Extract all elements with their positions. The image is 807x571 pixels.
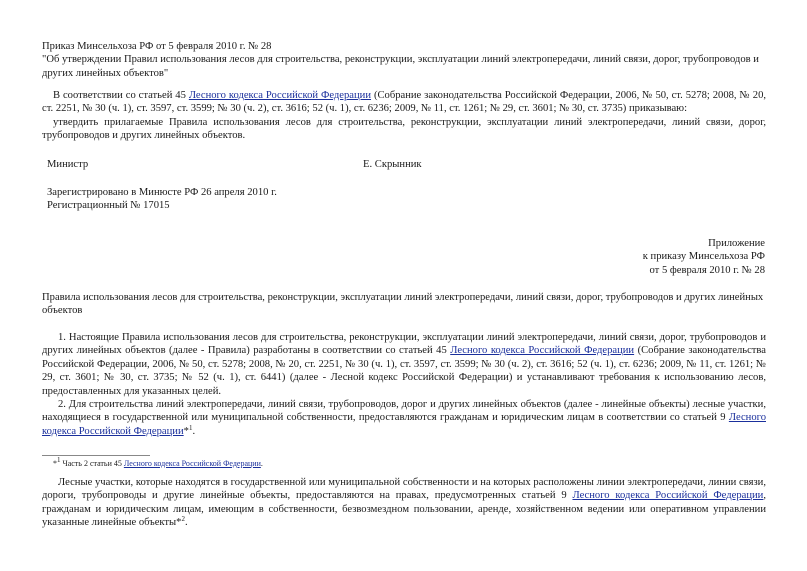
- para1-text-after: (Собрание законодательства Российской Федерации, 2006, № 50, ст. 5278; 2008, № 20, ст. 2251, № 30 (ч. 1), ст. 3597, ст. 3599; № 30 (ч. 2), ст. 3616; 52 (ч. 1), ст. 6236; 2009, № 11, ст. 1261; № 29, ст. 3601; № 30, ст. 3735; № 52 (ч. 1), ст. 6441) (далее - Лесной кодекс Российской Федерации) и устанавливают требования к использованию лесов, предоставленных для указанных целей.: [42, 345, 766, 397]
- footnote-tail: .: [260, 459, 263, 468]
- order-title: Приказ Минсельхоза РФ от 5 февраля 2010 г. № 28: [42, 41, 272, 52]
- preamble-paragraph: [42, 89, 766, 116]
- preamble-text-after: (Собрание законодательства Российской Федерации, 2006, № 50, ст. 5278; 2008, № 20, ст. 2251, № 30 (ч. 1), ст. 3597, ст. 3599; № 30 (ч. 2), ст. 3616; 52 (ч. 1), ст. 6236; 2009, № 11, ст. 1261; № 29, ст. 3601; № 30, ст. 3735) приказываю:: [42, 90, 767, 115]
- para2-text-before: 2. Для строительства линий электропередачи, линий связи, трубопроводов, дорог и других линейных объектов (далее - линейные объекты) лесные участки, находящиеся в государственной или муниципальной собственности, предоставляются гражданам и юридическим лицам в соответствии со статьей 9: [42, 399, 766, 424]
- forest-code-link[interactable]: Лесного кодекса Российской Федерации: [123, 459, 261, 468]
- rule-paragraph-2: [42, 398, 766, 438]
- footnote-text: Часть 2 статьи 45: [60, 459, 124, 468]
- approve-text: утвердить прилагаемые Правила использования лесов для строительства, реконструкции, эксплуатации линий электропередачи, линий связи, дорог, трубопроводов и других линейных объектов.: [42, 117, 766, 142]
- approve-paragraph: [42, 116, 766, 143]
- registration-date: Зарегистрировано в Минюсте РФ 26 апреля 2010 г.: [47, 187, 277, 198]
- registration-number: Регистрационный № 17015: [47, 200, 170, 212]
- order-subtitle: "Об утверждении Правил использования лесов для строительства, реконструкции, эксплуатации линий электропередачи, линий связи, дорог, трубопроводов и других линейных объектов": [42, 54, 759, 79]
- para3-text-after: , гражданам и юридическим лицам, имеющим в собственности, безвозмездном пользовании, аренде, хозяйственном ведении или оперативном управлении указанные линейные объекты: [42, 490, 767, 529]
- footnote-number: 1: [57, 456, 61, 464]
- appendix-order-ref: к приказу Минсельхоза РФ: [642, 251, 765, 263]
- registration-info: [47, 186, 771, 213]
- preamble-text-before: В соответствии со статьей 45: [53, 90, 189, 101]
- footnote-ref-1[interactable]: 1: [188, 423, 193, 432]
- rules-title: Правила использования лесов для строительства, реконструкции, эксплуатации линий электропередачи, линий связи, дорог, трубопроводов и других линейных объектов: [42, 292, 764, 317]
- para3-tail: .: [184, 517, 188, 529]
- footnote-marker: *: [53, 459, 57, 468]
- footnote-marker: *: [183, 425, 189, 437]
- forest-code-link[interactable]: Лесного кодекса Российской Федерации: [450, 345, 635, 357]
- signatory-title: Министр: [47, 159, 89, 170]
- forest-code-link[interactable]: Лесного кодекса Российской Федерации: [188, 90, 372, 101]
- forest-code-link[interactable]: Лесного кодекса Российской Федерации: [572, 490, 764, 502]
- footnote-ref-2[interactable]: 2: [181, 515, 185, 524]
- rule-paragraph-1: [42, 331, 766, 398]
- para3-text-before: Лесные участки, которые находятся в государственной или муниципальной собственности и на которых расположены линии электропередачи, линии связи, дороги, трубопроводы и другие линейные объекты, предоставляются на правах, предусмотренных статьей 9: [42, 477, 766, 502]
- signatory-name: Е. Скрынник: [363, 159, 422, 170]
- appendix-block: [465, 237, 765, 277]
- footnote-1: [53, 456, 263, 469]
- appendix-order-date: от 5 февраля 2010 г. № 28: [649, 264, 765, 276]
- para1-text-before: 1. Настоящие Правила использования лесов для строительства, реконструкции, эксплуатации линий электропередачи, линий связи, дорог, трубопроводов и других линейных объектов (далее - Правила) разработаны в соответствии со статьей 45: [42, 332, 766, 357]
- appendix-label: Приложение: [708, 238, 765, 249]
- signature-row: [47, 158, 767, 172]
- rule-paragraph-3: [42, 476, 766, 530]
- para2-tail: .: [192, 425, 196, 437]
- footnote-marker: *: [176, 517, 182, 529]
- forest-code-link[interactable]: Лесного кодекса Российской Федерации: [42, 412, 766, 437]
- document-title: [42, 40, 766, 80]
